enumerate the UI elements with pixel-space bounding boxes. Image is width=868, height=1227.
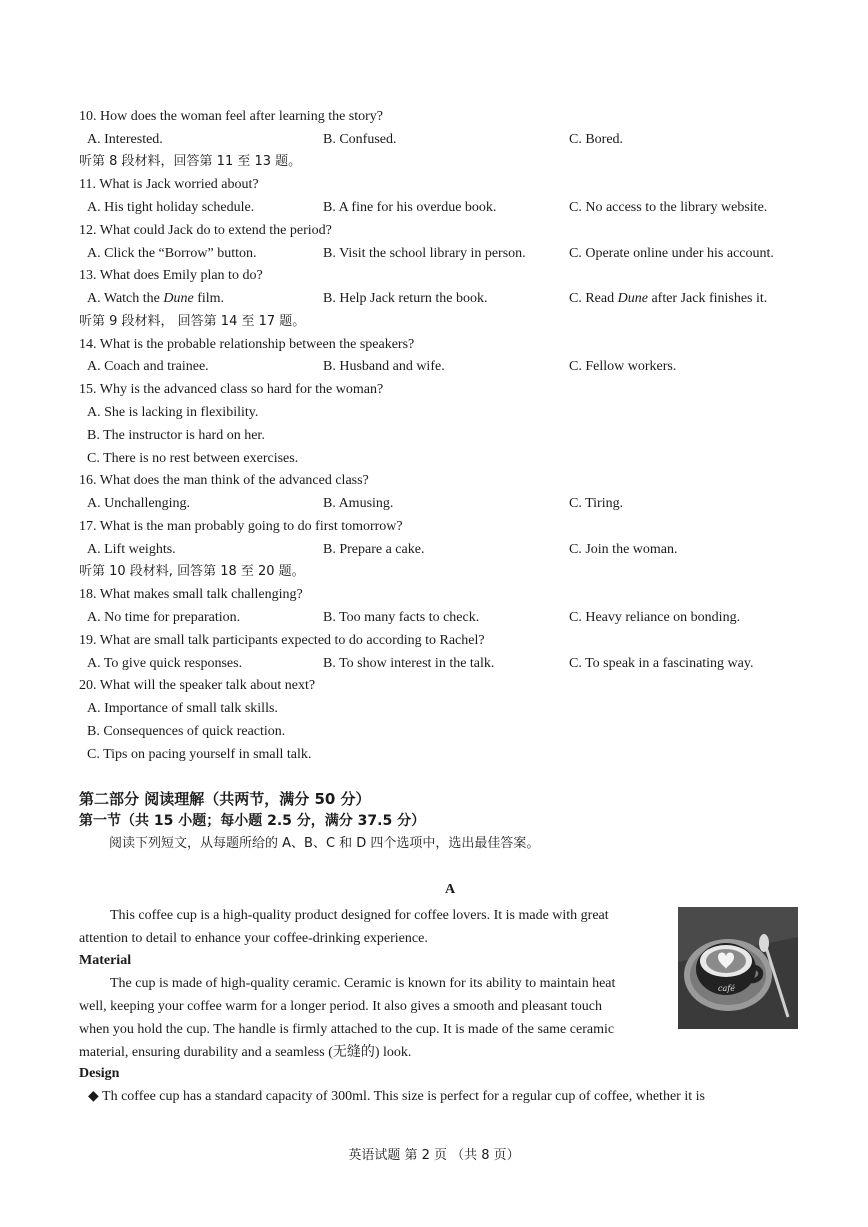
- q13-option-a: A. Watch the Dune film.: [87, 291, 225, 306]
- listening-note-8: 听第 8 段材料，回答第 11 至 13 题。: [79, 154, 302, 169]
- q20-option-b: B. Consequences of quick reaction.: [87, 724, 286, 739]
- q12-option-b: B. Visit the school library in person.: [323, 246, 526, 261]
- q14-option-c: C. Fellow workers.: [569, 359, 677, 374]
- q16-option-b: B. Amusing.: [323, 496, 394, 511]
- q19-option-c: C. To speak in a fascinating way.: [569, 656, 754, 671]
- cup-logo-text: café: [718, 984, 735, 993]
- passage-label: A: [444, 882, 456, 897]
- listening-note-10: 听第 10 段材料, 回答第 18 至 20 题。: [79, 564, 305, 579]
- q18-option-c: C. Heavy reliance on bonding.: [569, 610, 741, 625]
- q10-option-c: C. Bored.: [569, 132, 624, 147]
- question-12: 12. What could Jack do to extend the period?: [79, 223, 332, 238]
- material-heading: Material: [79, 953, 132, 968]
- material-paragraph: [79, 972, 675, 1064]
- question-19: 19. What are small talk participants expected to do according to Rachel?: [79, 633, 485, 648]
- page-footer: 英语试题 第 2 页 （共 8 页）: [348, 1148, 520, 1163]
- part-title: 第一节（共 15 小题；每小题 2.5 分，满分 37.5 分）: [79, 813, 426, 829]
- section-title: 第二部分 阅读理解（共两节，满分 50 分）: [79, 790, 371, 808]
- question-10: 10. How does the woman feel after learning the story?: [79, 109, 384, 124]
- q14-option-b: B. Husband and wife.: [323, 359, 445, 374]
- q20-option-c: C. Tips on pacing yourself in small talk.: [87, 747, 312, 762]
- q10-option-a: A. Interested.: [87, 132, 163, 147]
- q11-option-c: C. No access to the library website.: [569, 200, 768, 215]
- q16-option-c: C. Tiring.: [569, 496, 624, 511]
- question-13: 13. What does Emily plan to do?: [79, 268, 263, 283]
- design-line-1: ◆ Th coffee cup has a standard capacity of 300ml. This size is perfect for a regular cup of coffee, whether it is: [88, 1089, 705, 1104]
- q17-option-b: B. Prepare a cake.: [323, 542, 425, 557]
- q18-option-b: B. Too many facts to check.: [323, 610, 480, 625]
- q14-option-a: A. Coach and trainee.: [87, 359, 209, 374]
- coffee-cup-illustration: [678, 907, 798, 1029]
- q18-option-a: A. No time for preparation.: [87, 610, 241, 625]
- q11-option-b: B. A fine for his overdue book.: [323, 200, 497, 215]
- q17-option-a: A. Lift weights.: [87, 542, 176, 557]
- question-11: 11. What is Jack worried about?: [79, 177, 259, 192]
- q13-option-c: C. Read Dune after Jack finishes it.: [569, 291, 768, 306]
- intro-line-2: attention to detail to enhance your coffee-drinking experience.: [79, 931, 428, 946]
- q12-option-c: C. Operate online under his account.: [569, 246, 774, 261]
- question-16: 16. What does the man think of the advanced class?: [79, 473, 369, 488]
- question-18: 18. What makes small talk challenging?: [79, 587, 303, 602]
- q10-option-b: B. Confused.: [323, 132, 397, 147]
- q20-option-a: A. Importance of small talk skills.: [87, 701, 278, 716]
- q19-option-a: A. To give quick responses.: [87, 656, 243, 671]
- coffee-cup-photo: [678, 907, 798, 1029]
- material-line-2: well, keeping your coffee warm for a longer period. It also gives a smooth and pleasant touch: [79, 999, 603, 1014]
- q11-option-a: A. His tight holiday schedule.: [87, 200, 255, 215]
- q12-option-a: A. Click the “Borrow” button.: [87, 246, 257, 261]
- listening-note-9: 听第 9 段材料， 回答第 14 至 17 题。: [79, 314, 306, 329]
- q19-option-b: B. To show interest in the talk.: [323, 656, 495, 671]
- material-line-3: when you hold the cup. The handle is firmly attached to the cup. It is made of the same ceramic: [79, 1022, 615, 1037]
- material-line-4: material, ensuring durability and a seamless (无缝的) look.: [79, 1045, 412, 1060]
- reading-instruction: 阅读下列短文，从每题所给的 A、B、C 和 D 四个选项中，选出最佳答案。: [109, 836, 540, 851]
- question-14: 14. What is the probable relationship between the speakers?: [79, 337, 415, 352]
- q13-option-b: B. Help Jack return the book.: [323, 291, 488, 306]
- intro-paragraph: [79, 904, 675, 950]
- question-20: 20. What will the speaker talk about next?: [79, 678, 316, 693]
- question-15: 15. Why is the advanced class so hard for the woman?: [79, 382, 384, 397]
- q15-option-a: A. She is lacking in flexibility.: [87, 405, 259, 420]
- intro-line-1: This coffee cup is a high-quality product designed for coffee lovers. It is made with great: [110, 908, 609, 923]
- material-line-1: The cup is made of high-quality ceramic. Ceramic is known for its ability to maintain heat: [110, 976, 616, 991]
- design-heading: Design: [79, 1066, 120, 1081]
- question-17: 17. What is the man probably going to do first tomorrow?: [79, 519, 403, 534]
- q17-option-c: C. Join the woman.: [569, 542, 678, 557]
- q15-option-b: B. The instructor is hard on her.: [87, 428, 265, 443]
- q15-option-c: C. There is no rest between exercises.: [87, 451, 299, 466]
- q16-option-a: A. Unchallenging.: [87, 496, 191, 511]
